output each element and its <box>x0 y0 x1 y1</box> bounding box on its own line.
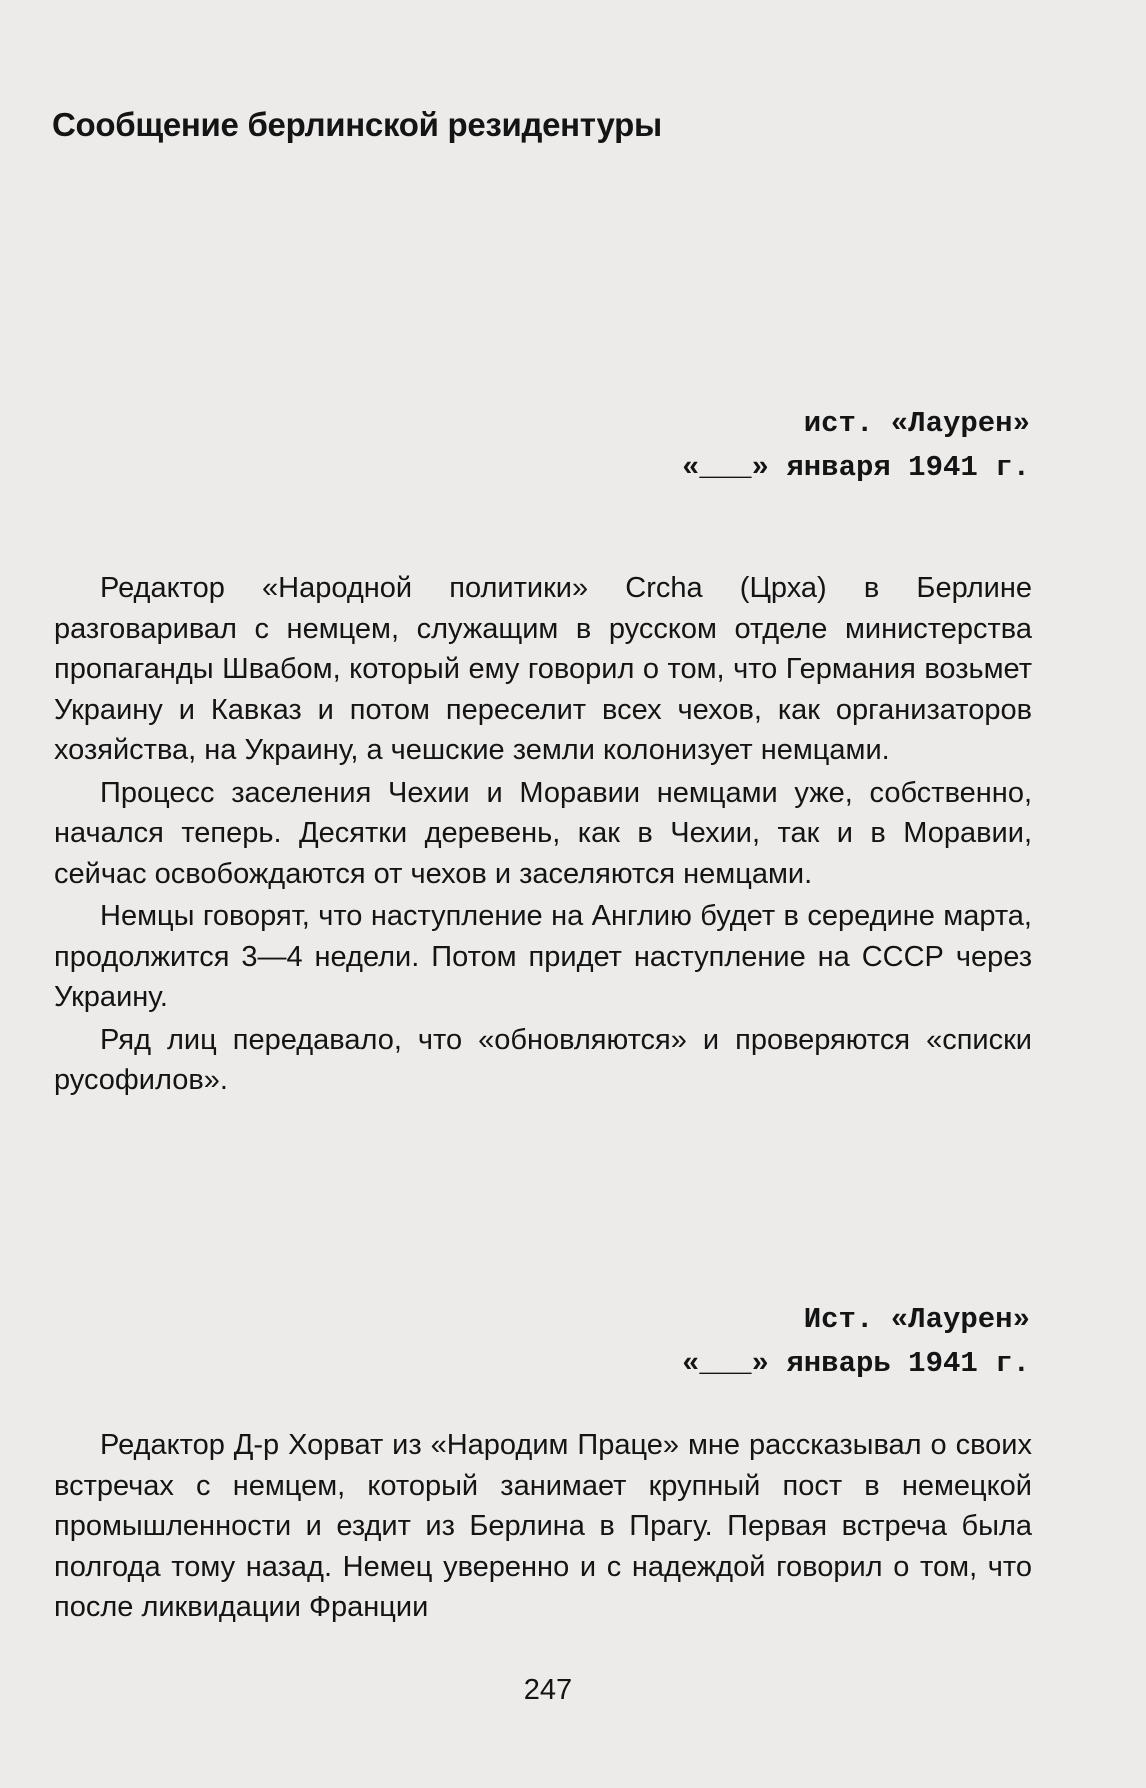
paragraph: Редактор Д-р Хорват из «Народим Праце» мне рассказывал о своих встречах с немцем, который занимает крупный пост в немецкой промышленности и ездит из Берлина в Прагу. Первая встреча была полгода тому назад. Немец уверенно и с надеждой говорил о том, что после ликвидации Франции <box>54 1429 1032 1623</box>
source-attribution-1 <box>682 402 1030 490</box>
paragraph: Редактор «Народной политики» Crcha (Црха) в Берлине разговаривал с немцем, служащим в русском отделе министерства пропаганды Швабом, который ему говорил о том, что Германия возьмет Украину и Кавказ и потом переселит всех чехов, как организаторов хозяйства, на Украину, а чешские земли колонизует немцами. <box>54 572 1032 766</box>
date-line: «___» январь 1941 г. <box>681 1347 1030 1380</box>
source-line: Ист. «Лаурен» <box>803 1303 1030 1336</box>
report-text-2 <box>54 1425 1032 1630</box>
paragraph: Процесс заселения Чехии и Моравии немцами уже, собственно, начался теперь. Десятки деревень, как в Чехии, так и в Моравии, сейчас освобождаются от чехов и заселяются немцами. <box>54 776 1032 890</box>
document-title: Сообщение берлинской резидентуры <box>52 106 662 143</box>
page-number: 247 <box>523 1674 573 1706</box>
date-line: «___» января 1941 г. <box>681 451 1030 484</box>
source-line: ист. «Лаурен» <box>803 407 1030 440</box>
paragraph: Ряд лиц передавало, что «обновляются» и проверяются «списки русофилов». <box>54 1023 1032 1096</box>
paragraph: Немцы говорят, что наступление на Англию будет в середине марта, продолжится 3—4 недели. Потом придет наступление на СССР через Украину. <box>54 900 1032 1013</box>
source-attribution-2 <box>682 1298 1030 1386</box>
report-text-1 <box>54 568 1032 1103</box>
